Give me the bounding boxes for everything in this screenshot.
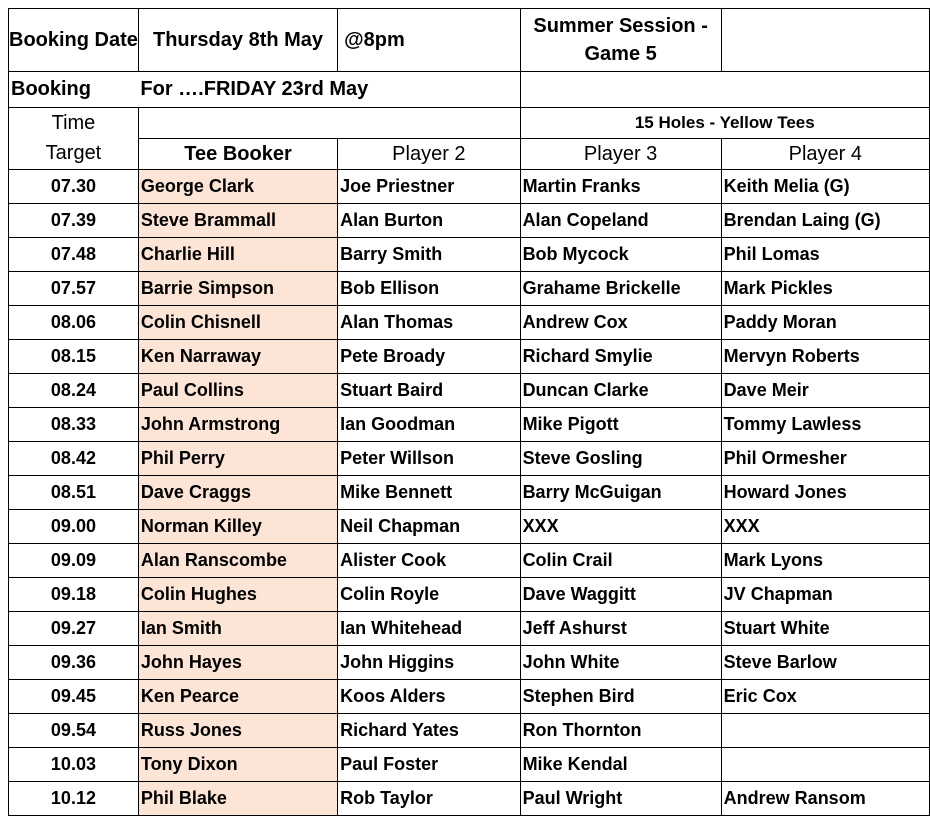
course-info: 15 Holes - Yellow Tees (520, 108, 929, 139)
player-4-name: Phil Lomas (721, 238, 929, 272)
player-2-name: John Higgins (338, 646, 520, 680)
table-row (9, 714, 930, 748)
player-2-name: Stuart Baird (338, 374, 520, 408)
tee-booker-name: Alan Ranscombe (138, 544, 337, 578)
header-row-time (9, 108, 930, 139)
player-3-name: Ron Thornton (520, 714, 721, 748)
tee-booker-name: Ken Pearce (138, 680, 337, 714)
table-row (9, 748, 930, 782)
header-empty-cell (721, 9, 929, 72)
player-2-name: Bob Ellison (338, 272, 520, 306)
player-3-name: Bob Mycock (520, 238, 721, 272)
player-2-name: Paul Foster (338, 748, 520, 782)
player-4-name: Keith Melia (G) (721, 170, 929, 204)
tee-booker-name: Colin Hughes (138, 578, 337, 612)
player-2-name: Pete Broady (338, 340, 520, 374)
player-4-name: Tommy Lawless (721, 408, 929, 442)
header-row-booking (9, 72, 930, 108)
table-row (9, 238, 930, 272)
tee-booker-name: Tony Dixon (138, 748, 337, 782)
player-4-name: Stuart White (721, 612, 929, 646)
player-3-name: Richard Smylie (520, 340, 721, 374)
tee-times-body (9, 170, 930, 816)
tee-time: 07.39 (9, 204, 139, 238)
tee-booker-name: Phil Blake (138, 782, 337, 816)
player-4-name: Mark Pickles (721, 272, 929, 306)
tee-booker-name: Norman Killey (138, 510, 337, 544)
player-4-name: Andrew Ransom (721, 782, 929, 816)
player-3-name: Colin Crail (520, 544, 721, 578)
session-title: Summer Session - Game 5 (520, 9, 721, 72)
tee-booker-name: Ian Smith (138, 612, 337, 646)
table-row (9, 544, 930, 578)
tee-time: 09.18 (9, 578, 139, 612)
table-row (9, 510, 930, 544)
booking-time: @8pm (338, 9, 520, 72)
table-row (9, 374, 930, 408)
column-header-tee-booker: Tee Booker (138, 139, 337, 170)
player-4-name (721, 714, 929, 748)
tee-time: 08.06 (9, 306, 139, 340)
player-4-name (721, 748, 929, 782)
player-2-name: Mike Bennett (338, 476, 520, 510)
column-header-player-3: Player 3 (520, 139, 721, 170)
tee-time: 09.45 (9, 680, 139, 714)
booking-empty-cell (520, 72, 929, 108)
tee-time: 08.24 (9, 374, 139, 408)
tee-time: 08.51 (9, 476, 139, 510)
tee-time: 08.15 (9, 340, 139, 374)
player-3-name: Steve Gosling (520, 442, 721, 476)
tee-time: 07.57 (9, 272, 139, 306)
player-2-name: Neil Chapman (338, 510, 520, 544)
player-3-name: Dave Waggitt (520, 578, 721, 612)
tee-time: 09.09 (9, 544, 139, 578)
booking-table (8, 8, 930, 816)
player-3-name: Paul Wright (520, 782, 721, 816)
tee-time: 08.33 (9, 408, 139, 442)
tee-booker-name: Paul Collins (138, 374, 337, 408)
player-3-name: John White (520, 646, 721, 680)
player-4-name: Eric Cox (721, 680, 929, 714)
player-2-name: Alister Cook (338, 544, 520, 578)
player-3-name: Mike Kendal (520, 748, 721, 782)
player-2-name: Peter Willson (338, 442, 520, 476)
player-2-name: Alan Thomas (338, 306, 520, 340)
player-2-name: Colin Royle (338, 578, 520, 612)
column-header-row (9, 139, 930, 170)
tee-time: 07.30 (9, 170, 139, 204)
tee-booking-sheet (8, 8, 930, 816)
tee-time: 09.36 (9, 646, 139, 680)
tee-booker-name: Barrie Simpson (138, 272, 337, 306)
header-row-date (9, 9, 930, 72)
table-row (9, 442, 930, 476)
tee-booker-name: Colin Chisnell (138, 306, 337, 340)
table-row (9, 612, 930, 646)
tee-booker-name: Ken Narraway (138, 340, 337, 374)
player-3-name: Jeff Ashurst (520, 612, 721, 646)
tee-booker-name: George Clark (138, 170, 337, 204)
player-2-name: Ian Whitehead (338, 612, 520, 646)
tee-time: 09.54 (9, 714, 139, 748)
tee-time: 07.48 (9, 238, 139, 272)
time-empty-cell (138, 108, 520, 139)
player-4-name: Paddy Moran (721, 306, 929, 340)
table-row (9, 476, 930, 510)
tee-time: 08.42 (9, 442, 139, 476)
tee-booker-name: Dave Craggs (138, 476, 337, 510)
table-row (9, 170, 930, 204)
booking-for: For ….FRIDAY 23rd May (138, 72, 520, 108)
player-3-name: Duncan Clarke (520, 374, 721, 408)
tee-booker-name: Phil Perry (138, 442, 337, 476)
tee-time: 09.27 (9, 612, 139, 646)
table-row (9, 340, 930, 374)
column-header-player-2: Player 2 (338, 139, 520, 170)
player-2-name: Ian Goodman (338, 408, 520, 442)
player-4-name: Mervyn Roberts (721, 340, 929, 374)
table-row (9, 680, 930, 714)
player-3-name: Martin Franks (520, 170, 721, 204)
player-4-name: JV Chapman (721, 578, 929, 612)
table-row (9, 408, 930, 442)
table-row (9, 272, 930, 306)
player-3-name: XXX (520, 510, 721, 544)
tee-time: 09.00 (9, 510, 139, 544)
player-4-name: Brendan Laing (G) (721, 204, 929, 238)
player-4-name: Phil Ormesher (721, 442, 929, 476)
player-2-name: Joe Priestner (338, 170, 520, 204)
player-3-name: Grahame Brickelle (520, 272, 721, 306)
time-label: Time (9, 108, 139, 139)
player-4-name: Dave Meir (721, 374, 929, 408)
player-4-name: Steve Barlow (721, 646, 929, 680)
tee-time: 10.03 (9, 748, 139, 782)
tee-booker-name: Charlie Hill (138, 238, 337, 272)
tee-time: 10.12 (9, 782, 139, 816)
player-2-name: Koos Alders (338, 680, 520, 714)
column-header-player-4: Player 4 (721, 139, 929, 170)
player-4-name: Howard Jones (721, 476, 929, 510)
table-row (9, 578, 930, 612)
table-row (9, 306, 930, 340)
tee-booker-name: John Armstrong (138, 408, 337, 442)
player-2-name: Richard Yates (338, 714, 520, 748)
player-2-name: Alan Burton (338, 204, 520, 238)
booking-date-label: Booking Date (9, 9, 139, 72)
table-row (9, 204, 930, 238)
player-3-name: Mike Pigott (520, 408, 721, 442)
player-4-name: Mark Lyons (721, 544, 929, 578)
tee-booker-name: Steve Brammall (138, 204, 337, 238)
player-3-name: Barry McGuigan (520, 476, 721, 510)
target-label: Target (9, 139, 139, 170)
player-3-name: Andrew Cox (520, 306, 721, 340)
player-3-name: Alan Copeland (520, 204, 721, 238)
table-row (9, 782, 930, 816)
player-3-name: Stephen Bird (520, 680, 721, 714)
player-2-name: Barry Smith (338, 238, 520, 272)
tee-booker-name: John Hayes (138, 646, 337, 680)
player-4-name: XXX (721, 510, 929, 544)
table-row (9, 646, 930, 680)
player-2-name: Rob Taylor (338, 782, 520, 816)
booking-label: Booking (9, 72, 139, 108)
booking-date: Thursday 8th May (138, 9, 337, 72)
tee-booker-name: Russ Jones (138, 714, 337, 748)
